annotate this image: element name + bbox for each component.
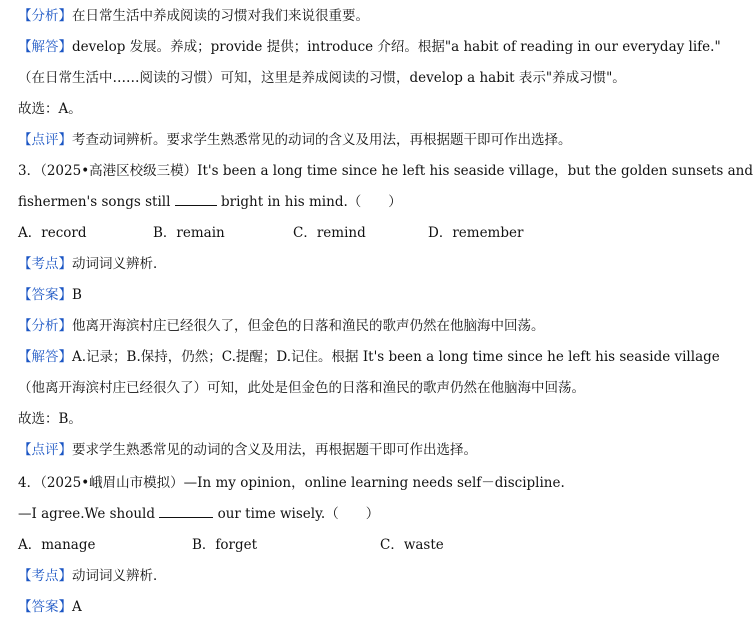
q3-option-d: D．remember xyxy=(428,225,524,241)
point-label: 【考点】 xyxy=(18,568,72,584)
q3-stem xyxy=(18,160,753,182)
q4-option-b: B．forget xyxy=(192,537,258,553)
analysis-label: 【分析】 xyxy=(18,318,72,334)
q3-choice xyxy=(18,408,642,430)
point-label: 【考点】 xyxy=(18,256,72,272)
q3-solution-text-2: （他离开海滨村庄已经很久了）可知，此处是但金色的日落和渔民的歌声仍然在他脑海中回荡。 xyxy=(18,380,585,396)
q3-stem-text-2a: fishermen's songs still xyxy=(18,194,171,210)
q4-stem-text-2b: our time wisely.（ ） xyxy=(217,506,380,522)
q3-comment xyxy=(18,439,642,461)
q4-answer xyxy=(18,596,642,618)
q4-answer-value: A xyxy=(72,599,82,615)
q3-solution xyxy=(18,346,720,368)
analysis-label: 【分析】 xyxy=(18,8,72,24)
q4-stem xyxy=(18,472,642,494)
q4-point-text: 动词词义辨析． xyxy=(72,568,167,584)
q3-answer-value: B xyxy=(72,287,82,303)
q3-option-a: A．record xyxy=(18,225,87,241)
prev-choice-value: A。 xyxy=(58,101,82,117)
q3-stem-cont xyxy=(18,191,642,213)
prev-choice xyxy=(18,98,642,120)
q3-analysis xyxy=(18,315,642,337)
prev-comment xyxy=(18,129,642,151)
q4-answer-blank xyxy=(159,503,213,518)
q3-point xyxy=(18,253,642,275)
q4-options xyxy=(18,534,642,556)
q4-point xyxy=(18,565,642,587)
solution-label: 【解答】 xyxy=(18,39,72,55)
comment-label: 【点评】 xyxy=(18,132,72,148)
q3-stem-text-2b: bright in his mind.（ ） xyxy=(221,194,402,210)
choice-label: 故选： xyxy=(18,101,59,117)
prev-analysis-text: 在日常生活中养成阅读的习惯对我们来说很重要。 xyxy=(72,8,369,24)
prev-analysis xyxy=(18,5,642,27)
q3-comment-text: 要求学生熟悉常见的动词的含义及用法，再根据题干即可作出选择。 xyxy=(72,442,477,458)
q3-solution-text-1: A.记录；B.保持，仍然；C.提醒；D.记住。根据 It's been a long time since he left his seaside village xyxy=(72,349,720,365)
q3-answer-blank xyxy=(175,191,217,206)
choice-label: 故选： xyxy=(18,411,59,427)
prev-solution-cont xyxy=(18,67,642,89)
q3-stem-text-1: 3．（2025•高港区校级三模）It's been a long time since he left his seaside village，but the golden sunsets and xyxy=(18,163,753,179)
answer-label: 【答案】 xyxy=(18,287,72,303)
q3-solution-cont xyxy=(18,377,642,399)
q3-answer xyxy=(18,284,642,306)
solution-label: 【解答】 xyxy=(18,349,72,365)
q4-stem-text-2a: —I agree.We should xyxy=(18,506,155,522)
prev-solution-text-2: （在日常生活中……阅读的习惯）可知，这里是养成阅读的习惯，develop a habit 表示"养成习惯"。 xyxy=(18,70,626,86)
q3-option-c: C．remind xyxy=(293,225,366,241)
answer-label: 【答案】 xyxy=(18,599,72,615)
q3-options xyxy=(18,222,642,244)
q4-stem-text-1: 4．（2025•峨眉山市模拟）—In my opinion，online learning needs self－discipline. xyxy=(18,475,565,491)
q3-choice-value: B。 xyxy=(58,411,82,427)
q3-analysis-text: 他离开海滨村庄已经很久了，但金色的日落和渔民的歌声仍然在他脑海中回荡。 xyxy=(72,318,545,334)
prev-solution xyxy=(18,36,721,58)
prev-comment-text: 考查动词辨析。要求学生熟悉常见的动词的含义及用法，再根据题干即可作出选择。 xyxy=(72,132,572,148)
q4-option-a: A．manage xyxy=(18,537,96,553)
q4-stem-cont xyxy=(18,503,642,525)
comment-label: 【点评】 xyxy=(18,442,72,458)
q4-option-c: C．waste xyxy=(380,537,444,553)
prev-solution-text-1: develop 发展。养成；provide 提供；introduce 介绍。根据"a habit of reading in our everyday life." xyxy=(72,39,721,55)
q3-option-b: B．remain xyxy=(153,225,225,241)
q3-point-text: 动词词义辨析． xyxy=(72,256,167,272)
